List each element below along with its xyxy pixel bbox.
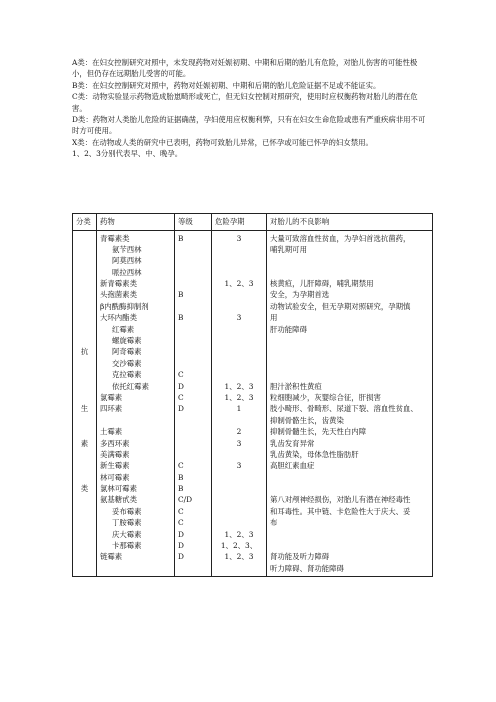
risk-period-cell: 3 <box>236 233 242 243</box>
risk-period-cell <box>215 255 263 266</box>
risk-period-cell: 1 <box>236 404 242 414</box>
grade-cell <box>178 255 208 266</box>
grade-cell: C <box>178 392 184 402</box>
header-drug: 药物 <box>97 214 175 231</box>
category-cell <box>76 472 93 483</box>
grade-cell <box>178 267 208 278</box>
risk-period-cell <box>215 563 263 574</box>
category-cell <box>76 312 93 323</box>
drug-cell: 阿莫西林 <box>112 256 142 266</box>
risk-period-cell: 1、2、3 <box>224 529 254 539</box>
grade-cell <box>178 426 208 437</box>
grade-cell <box>178 278 208 289</box>
category-cell: 素 <box>80 438 89 448</box>
grade-cell <box>178 324 208 335</box>
header-fetal-effects: 对胎儿的不良影响 <box>267 214 433 231</box>
table-header-row <box>73 214 433 231</box>
fetal-effect-cell <box>270 255 429 266</box>
grade-cell <box>178 438 208 449</box>
fetal-effect-cell: 高胆红素血症 <box>270 461 315 471</box>
risk-period-cell: 1、2、3 <box>224 552 254 562</box>
risk-period-column <box>212 230 267 577</box>
category-cell <box>76 460 93 471</box>
fetal-effect-cell: 胆汁淤积性黄疸 <box>270 381 322 391</box>
fetal-effect-cell: 肾功能及听力障碍 <box>270 552 330 562</box>
category-cell <box>76 392 93 403</box>
risk-period-cell <box>215 324 263 335</box>
grade-cell: C <box>178 506 184 516</box>
intro-text <box>72 57 432 160</box>
risk-period-cell <box>215 346 263 357</box>
category-cell <box>76 278 93 289</box>
drug-cell: 氯林可霉素 <box>100 484 137 494</box>
category-cell <box>76 267 93 278</box>
fetal-effect-cell: 大量可致溶血性贫血，为孕妇首选抗菌药， <box>270 233 411 243</box>
grade-cell <box>178 335 208 346</box>
grade-cell <box>178 563 208 574</box>
category-cell <box>76 255 93 266</box>
risk-period-cell: 2 <box>236 427 242 437</box>
fetal-effect-cell <box>270 472 429 483</box>
drug-cell: 庆大霉素 <box>112 529 142 539</box>
grade-cell: C <box>178 461 184 471</box>
fetal-effect-cell: 核黄疸，儿肝障碍，哺乳期禁用 <box>270 279 374 289</box>
grade-cell: C/D <box>178 495 193 505</box>
risk-period-cell <box>215 483 263 494</box>
header-risk-period: 危险孕期 <box>212 214 267 231</box>
category-cell <box>76 415 93 426</box>
risk-period-cell: 3 <box>236 313 242 323</box>
drug-cell: 氯霉素 <box>100 392 123 402</box>
risk-period-cell <box>215 415 263 426</box>
grade-cell: D <box>178 541 184 551</box>
grade-cell: B <box>178 484 184 494</box>
category-column <box>73 230 97 577</box>
fetal-effect-cell: 安全，为孕期首选 <box>270 290 330 300</box>
risk-period-cell <box>215 449 263 460</box>
drug-cell: 哌拉西林 <box>112 267 142 277</box>
risk-period-cell <box>215 472 263 483</box>
risk-period-cell <box>215 506 263 517</box>
drug-cell: 土霉素 <box>100 427 123 437</box>
category-cell <box>76 426 93 437</box>
drug-cell: 链霉素 <box>100 552 123 562</box>
header-grade: 等级 <box>175 214 212 231</box>
drug-cell: 阿奇霉素 <box>112 347 142 357</box>
fetal-effect-cell: 用 <box>270 313 278 323</box>
fetal-effect-cell: 哺乳期可用 <box>270 244 307 254</box>
risk-period-cell <box>215 358 263 369</box>
fetal-effect-cell <box>270 529 429 540</box>
category-cell <box>76 233 93 244</box>
drug-cell: 交沙霉素 <box>112 358 142 368</box>
risk-period-cell: 1、2、3 <box>224 381 254 391</box>
grade-cell: D <box>178 552 184 562</box>
category-cell <box>76 335 93 346</box>
fetal-effect-cell <box>270 346 429 357</box>
drug-cell: 氨基糖甙类 <box>100 495 137 505</box>
grade-cell <box>178 301 208 312</box>
drug-cell: 林可霉素 <box>100 472 130 482</box>
grade-cell: B <box>178 290 184 300</box>
category-cell <box>76 324 93 335</box>
category-x-description: X类：在动物或人类的研究中已表明，药物可致胎儿异常，已怀孕或可能已怀孕的妇女禁用。 <box>72 137 373 147</box>
drug-cell: 螺旋霉素 <box>112 336 142 346</box>
drug-cell: 头孢菌素类 <box>100 290 137 300</box>
risk-period-cell <box>215 517 263 528</box>
drug-cell: 多西环素 <box>100 438 130 448</box>
drug-cell: β内酰酶抑制剂 <box>100 301 149 311</box>
risk-period-cell: 3 <box>236 438 242 448</box>
grade-cell: C <box>178 518 184 528</box>
risk-period-cell <box>215 301 263 312</box>
fetal-effect-cell: 听力障碍、肾功能障碍 <box>270 563 344 573</box>
antibiotic-pregnancy-table <box>72 213 433 577</box>
drug-cell: 依托红霉素 <box>112 381 149 391</box>
drug-cell <box>100 563 171 574</box>
risk-period-cell: 1、2、3 <box>224 392 254 402</box>
drug-cell: 新青霉素类 <box>100 279 137 289</box>
drug-cell: 红霉素 <box>112 324 135 334</box>
category-cell <box>76 244 93 255</box>
category-cell <box>76 289 93 300</box>
grade-cell: D <box>178 381 184 391</box>
drug-column <box>97 230 175 577</box>
category-cell <box>76 369 93 380</box>
drug-cell: 克拉霉素 <box>112 370 142 380</box>
grade-cell: D <box>178 404 184 414</box>
drug-cell: 美满霉素 <box>100 449 130 459</box>
category-d-description: D类：药物对人类胎儿危险的证据确凿，孕妇使用应权衡利弊，只有在妇女生命危险或患有严重疾病非用不可时方可使用。 <box>72 115 426 136</box>
risk-period-cell <box>215 494 263 505</box>
grade-cell: D <box>178 529 184 539</box>
risk-period-cell <box>215 369 263 380</box>
fetal-effects-column <box>267 230 433 577</box>
category-b-description: B类：在妇女控制研究对照中，药物对妊娠初期、中期和后期的胎儿危险证据不足或不能证实。 <box>72 80 381 90</box>
fetal-effect-cell: 肢小畸形、骨畸形、尿道下裂、溶血性贫血、 <box>270 404 418 414</box>
grade-cell <box>178 415 208 426</box>
category-cell <box>76 449 93 460</box>
fetal-effect-cell <box>270 358 429 369</box>
fetal-effect-cell: 动物试验安全，但无孕期对照研究，孕期慎 <box>270 301 411 311</box>
fetal-effect-cell: 布 <box>270 518 278 528</box>
trimester-note: 1、2、3分别代表早、中、晚孕。 <box>72 149 183 159</box>
category-cell <box>76 301 93 312</box>
fetal-effect-cell <box>270 540 429 551</box>
fetal-effect-cell <box>270 335 429 346</box>
risk-period-cell <box>215 289 263 300</box>
fetal-effect-cell <box>270 483 429 494</box>
drug-cell: 氨苄西林 <box>112 244 142 254</box>
fetal-effect-cell: 和耳毒性。其中链、卡危险性大于庆大、妥 <box>270 506 411 516</box>
category-cell <box>76 381 93 392</box>
grade-cell <box>178 449 208 460</box>
category-c-description: C类：动物实验显示药物造成胎崽畸形或死亡，但无妇女控制对照研究，使用时应权衡药物对胎儿的潜在危害。 <box>72 92 418 113</box>
category-cell: 类 <box>80 484 89 494</box>
risk-period-cell <box>215 244 263 255</box>
drug-cell: 丁胺霉素 <box>112 518 142 528</box>
drug-cell: 四环素 <box>100 404 123 414</box>
drug-cell: 大环内酯类 <box>100 313 137 323</box>
grade-cell <box>178 346 208 357</box>
risk-period-cell: 1、2、3、 <box>220 541 258 551</box>
grade-cell: B <box>178 472 184 482</box>
category-cell: 抗 <box>80 347 89 357</box>
fetal-effect-cell: 抑制骨骼生长，齿黄染 <box>270 415 344 425</box>
risk-period-cell: 3 <box>236 461 242 471</box>
grade-cell: B <box>178 233 184 243</box>
fetal-effect-cell: 乳齿黄染，母体急性脂肪肝 <box>270 449 359 459</box>
drug-cell <box>100 415 171 426</box>
risk-period-cell <box>215 335 263 346</box>
drug-cell: 新生霉素 <box>100 461 130 471</box>
header-category: 分类 <box>73 214 97 231</box>
fetal-effect-cell <box>270 369 429 380</box>
fetal-effect-cell: 粒细胞减少，灰婴综合征，肝损害 <box>270 392 381 402</box>
fetal-effect-cell: 肝功能障碍 <box>270 324 307 334</box>
grade-cell <box>178 358 208 369</box>
risk-period-cell <box>215 267 263 278</box>
fetal-effect-cell: 乳齿发育异常 <box>270 438 315 448</box>
drug-cell: 妥布霉素 <box>112 506 142 516</box>
category-a-description: A类：在妇女控制研究对照中，未发现药物对妊娠初期、中期和后期的胎儿有危险，对胎儿伤害的可能性极小，但仍存在远期胎儿受害的可能。 <box>72 58 418 79</box>
fetal-effect-cell <box>270 267 429 278</box>
fetal-effect-cell: 第八对颅神经损伤，对胎儿有潜在神经毒性 <box>270 495 411 505</box>
drug-cell: 卡那霉素 <box>112 541 142 551</box>
grade-column <box>175 230 212 577</box>
category-cell: 生 <box>80 404 89 414</box>
drug-cell: 青霉素类 <box>100 233 130 243</box>
fetal-effect-cell: 抑制骨髓生长，先天性白内障 <box>270 427 367 437</box>
risk-period-cell: 1、2、3 <box>224 279 254 289</box>
grade-cell <box>178 244 208 255</box>
table-body-row <box>73 230 433 577</box>
category-cell <box>76 358 93 369</box>
grade-cell: B <box>178 313 184 323</box>
grade-cell: C <box>178 370 184 380</box>
